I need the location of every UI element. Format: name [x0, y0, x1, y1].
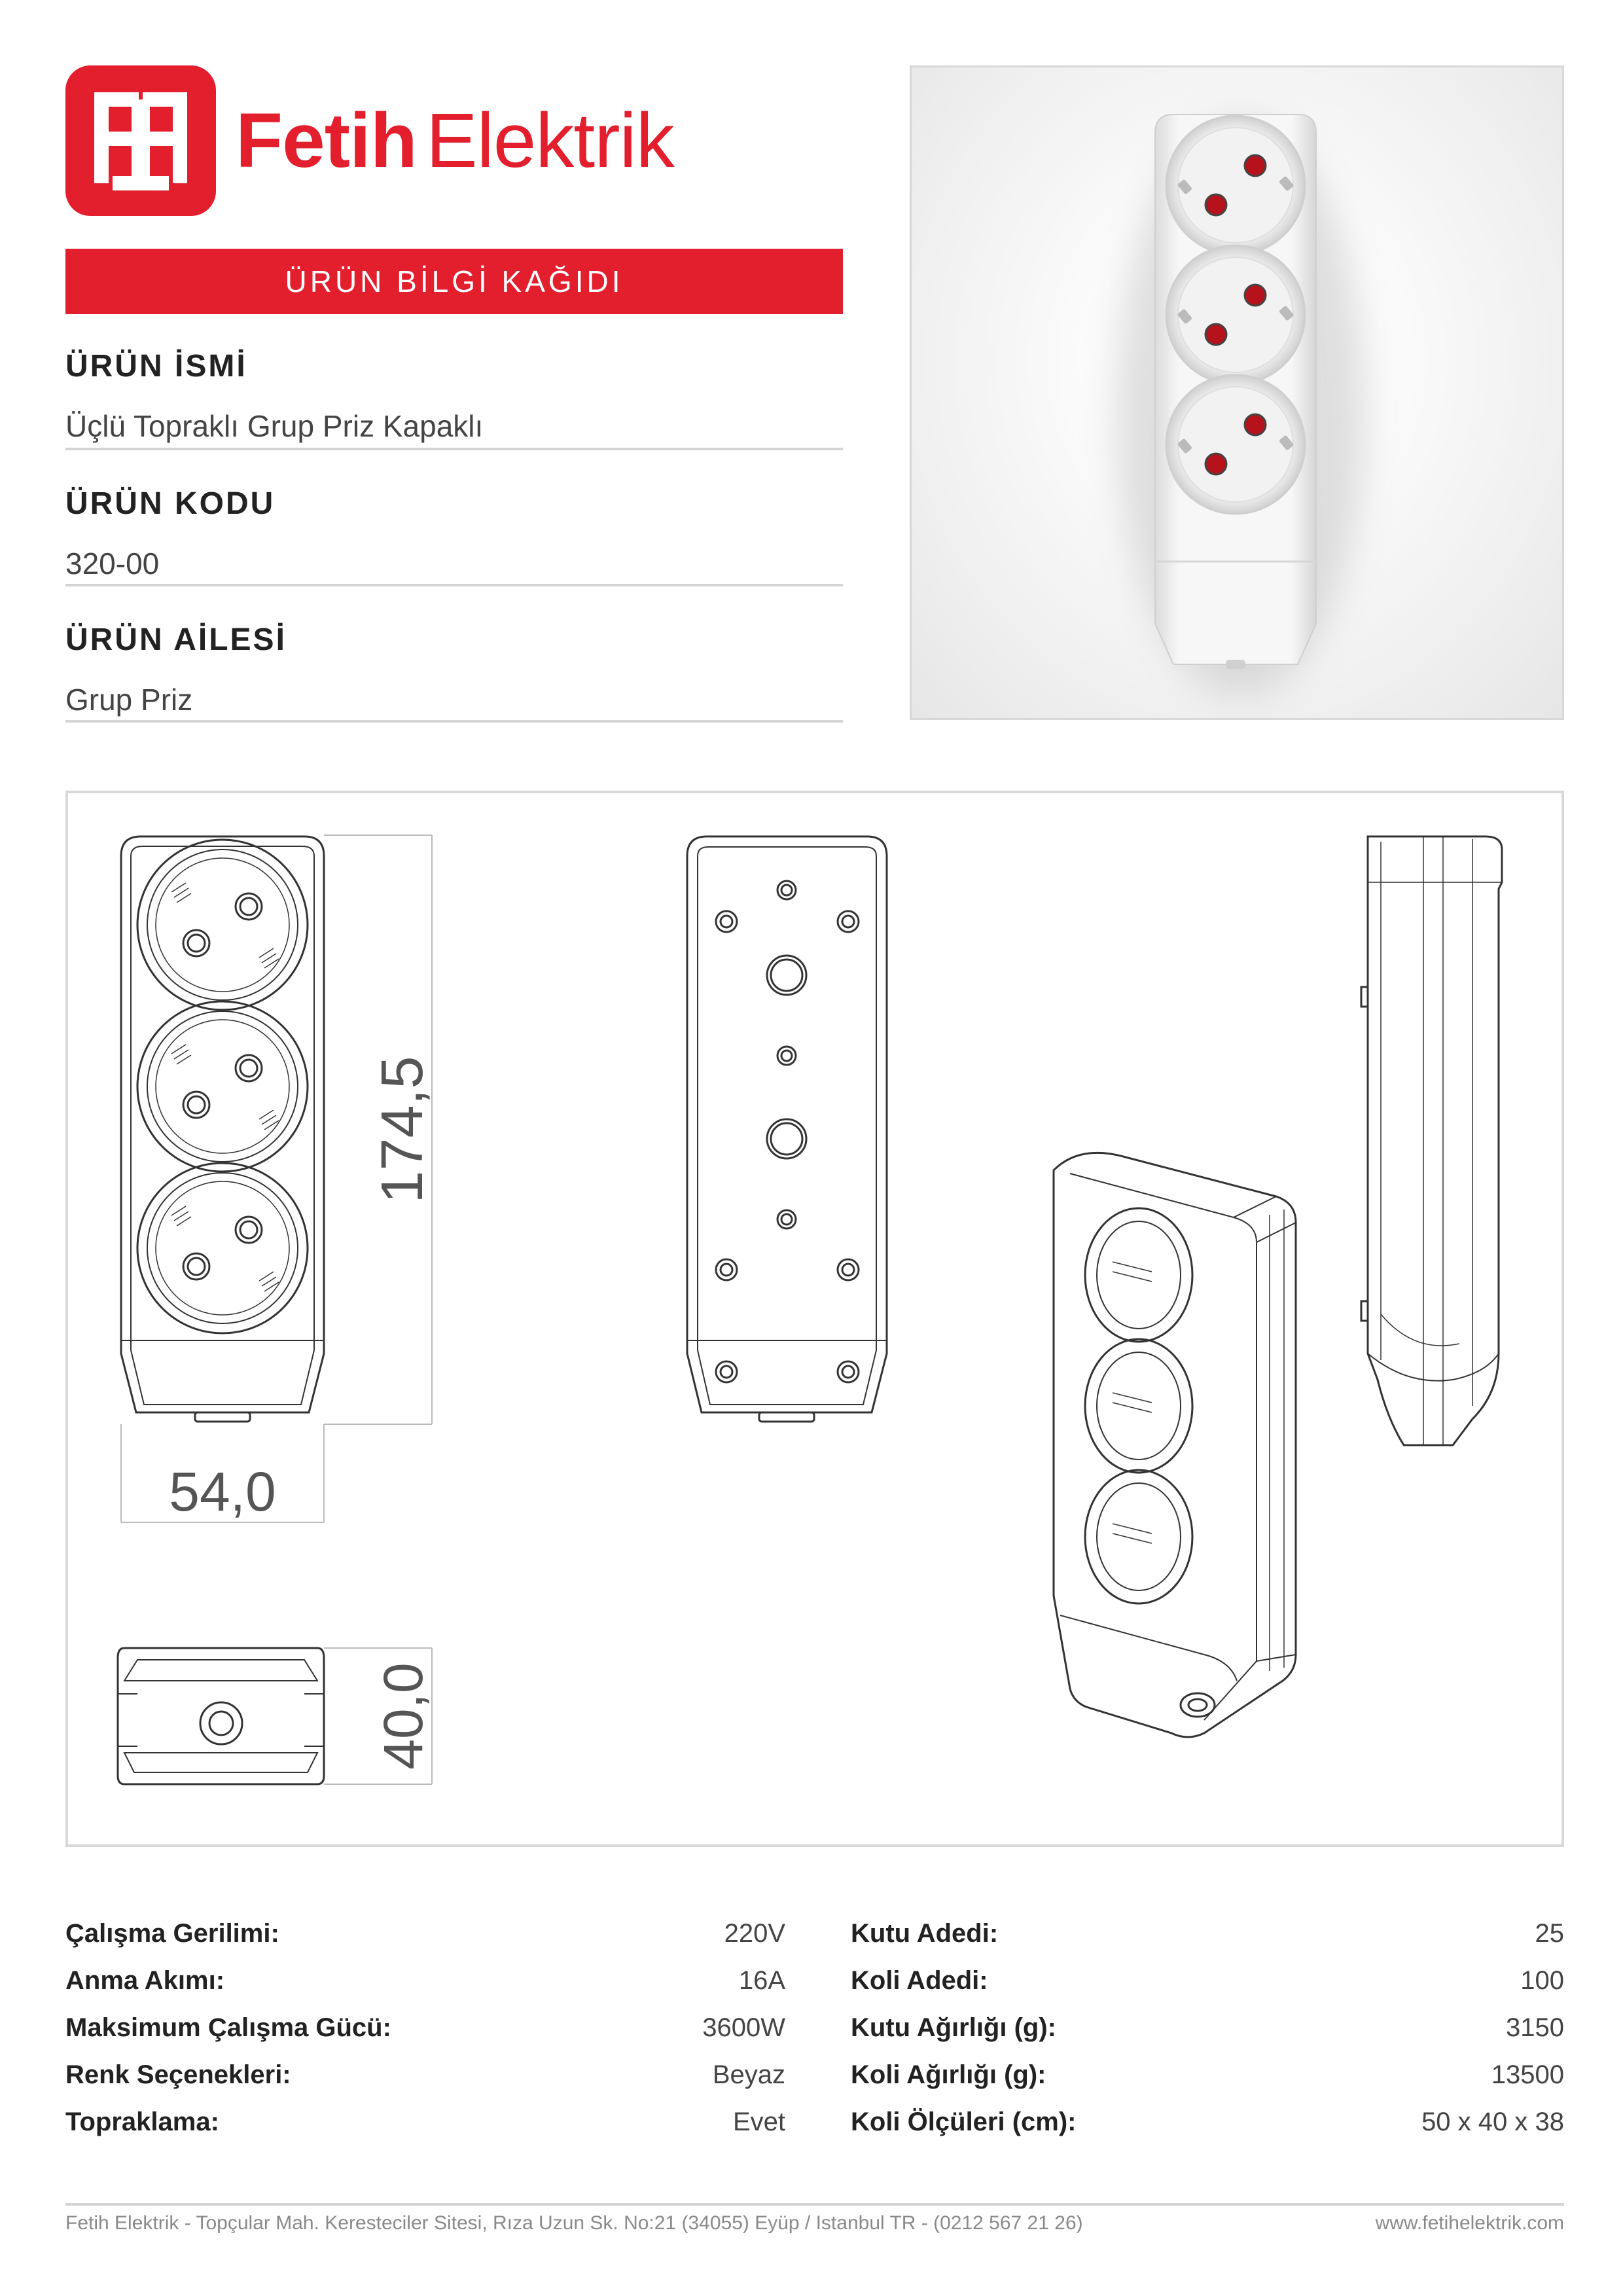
spec-value: 50 x 40 x 38	[1421, 2108, 1564, 2136]
spec-value: 220V	[724, 1919, 785, 1948]
product-photo	[910, 65, 1564, 720]
spec-label: Anma Akımı:	[65, 1966, 225, 1995]
spec-label: Kutu Adedi:	[851, 1919, 999, 1948]
spec-label: Çalışma Gerilimi:	[65, 1919, 279, 1948]
spec-label: Koli Ölçüleri (cm):	[851, 2108, 1077, 2136]
front-view-drawing	[121, 836, 324, 1422]
footer-address: Fetih Elektrik - Topçular Mah. Keresteciler Sitesi, Rıza Uzun Sk. No:21 (34055) Eyüp / Istanbul TR - (0212 567 21 26)	[65, 2212, 1083, 2234]
spec-value: 3150	[1506, 2013, 1564, 2042]
product-family: Grup Priz	[65, 683, 193, 717]
technical-drawings	[65, 791, 1564, 1847]
spec-value: 16A	[738, 1966, 785, 1995]
side-view-drawing	[118, 1648, 324, 1784]
divider	[65, 448, 843, 450]
profile-view-drawing	[1361, 836, 1502, 1445]
product-code-label: ÜRÜN KODU	[65, 486, 276, 521]
sheet-title: ÜRÜN BİLGİ KAĞIDI	[65, 249, 843, 314]
spec-label: Koli Adedi:	[851, 1966, 988, 1995]
spec-label: Kutu Ağırlığı (g):	[851, 2013, 1056, 2042]
footer-website-link[interactable]: www.fetihelektrik.com	[1375, 2212, 1564, 2234]
brand-name-light: Elektrik	[425, 98, 674, 184]
product-code: 320-00	[65, 547, 160, 581]
divider	[65, 584, 843, 586]
depth-dimension: 40,0	[372, 1662, 434, 1770]
brand-name-bold: Fetih	[236, 98, 417, 184]
spec-label: Maksimum Çalışma Gücü:	[65, 2013, 391, 2042]
brand-name	[236, 98, 674, 183]
logo-icon	[65, 65, 216, 216]
product-family-label: ÜRÜN AİLESİ	[65, 622, 287, 657]
height-dimension: 174,5	[370, 1056, 435, 1204]
spec-value: 100	[1520, 1966, 1564, 1995]
width-dimension: 54,0	[169, 1461, 276, 1522]
spec-value: 13500	[1491, 2060, 1564, 2089]
footer-divider	[65, 2203, 1564, 2206]
spec-value: Beyaz	[712, 2060, 785, 2089]
spec-value: Evet	[732, 2108, 785, 2136]
product-name-label: ÜRÜN İSMİ	[65, 349, 247, 384]
spec-label: Koli Ağırlığı (g):	[851, 2060, 1046, 2089]
isometric-view-drawing	[1054, 1153, 1296, 1737]
spec-label: Topraklama:	[65, 2108, 219, 2136]
spec-value: 25	[1535, 1919, 1564, 1948]
spec-label: Renk Seçenekleri:	[65, 2060, 291, 2089]
divider	[65, 720, 843, 723]
back-view-drawing	[687, 836, 887, 1422]
product-name: Üçlü Topraklı Grup Priz Kapaklı	[65, 409, 484, 443]
spec-value: 3600W	[702, 2013, 785, 2042]
